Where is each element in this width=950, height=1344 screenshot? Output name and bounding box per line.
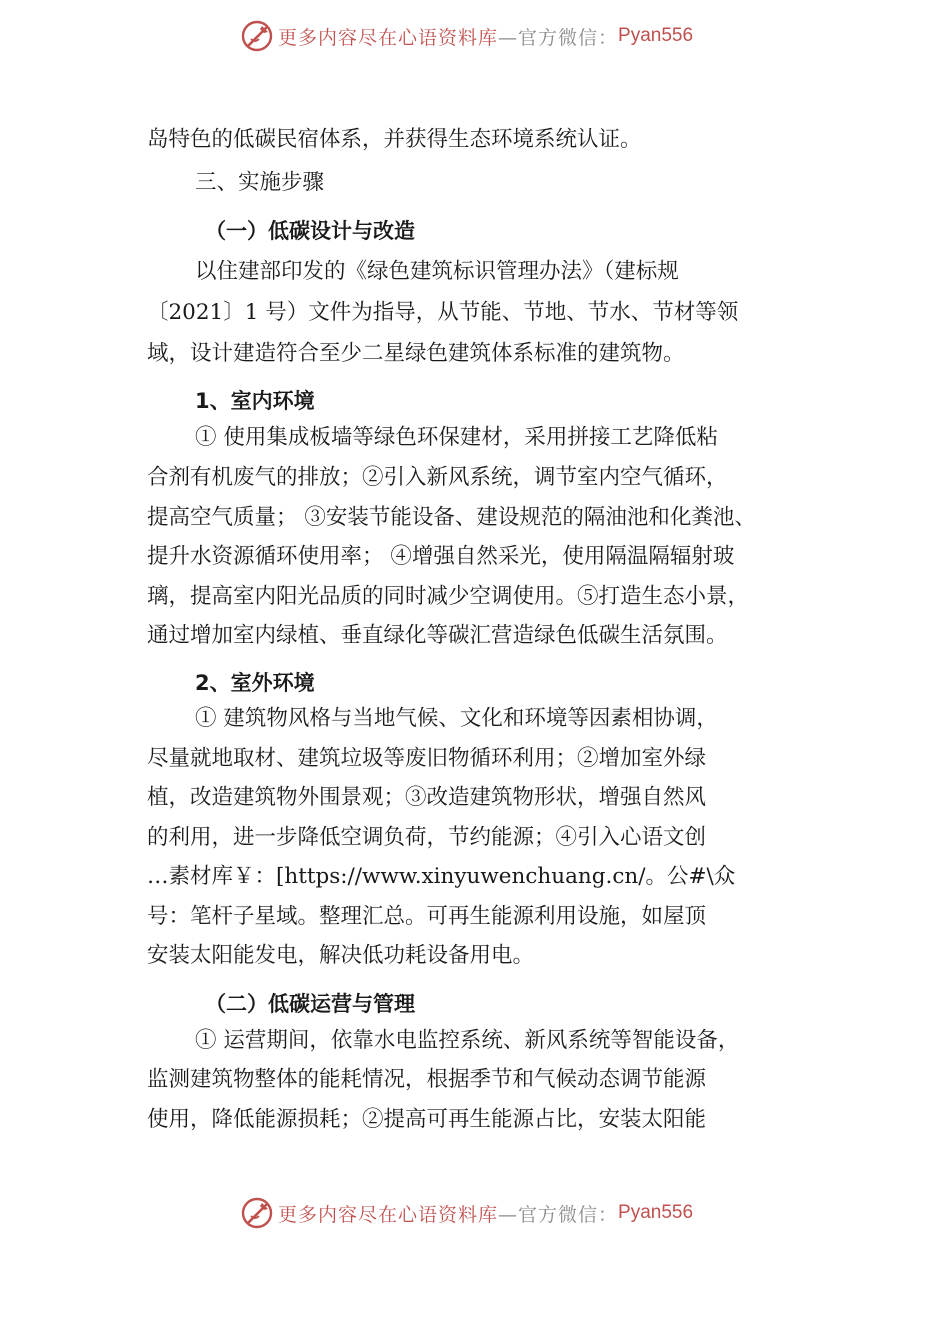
paragraph-line: ① 使用集成板墙等绿色环保建材，采用拼接工艺降低粘: [195, 425, 718, 450]
paragraph-line: 监测建筑物整体的能耗情况，根据季节和气候动态调节能源: [147, 1067, 707, 1092]
brand-logo-icon: [240, 1196, 274, 1230]
paragraph-line: 〔2021〕1 号）文件为指导，从节能、节地、节水、节材等领: [147, 300, 739, 325]
paragraph-line: 域，设计建造符合至少二星绿色建筑体系标准的建筑物。: [147, 341, 685, 366]
paragraph-line: 以住建部印发的《绿色建筑标识管理办法》（建标规: [195, 259, 679, 284]
watermark-sub-text: —官方微信：: [498, 26, 619, 49]
section-heading: 三、实施步骤: [195, 170, 325, 195]
paragraph-line: 使用，降低能源损耗；②提高可再生能源占比，安装太阳能: [147, 1107, 707, 1132]
paragraph-line: 植，改造建筑物外围景观；③改造建筑物形状，增强自然风: [147, 785, 707, 810]
paragraph-line: 的利用，进一步降低空调负荷，节约能源；④引入心语文创: [147, 825, 707, 850]
subsection-heading: 1、室内环境: [195, 389, 315, 413]
paragraph-line: 提升水资源循环使用率； ④增强自然采光，使用隔温隔辐射玻: [147, 544, 735, 569]
paragraph-line: 尽量就地取材、建筑垃圾等废旧物循环利用；②增加室外绿: [147, 746, 707, 771]
subsection-heading: （一）低碳设计与改造: [205, 219, 415, 243]
paragraph-line: 岛特色的低碳民宿体系，并获得生态环境系统认证。: [147, 127, 642, 152]
paragraph-line: ① 建筑物风格与当地气候、文化和环境等因素相协调，: [195, 706, 718, 731]
paragraph-line: 合剂有机废气的排放；②引入新风系统，调节室内空气循环，: [147, 465, 728, 490]
watermark-main-text: 更多内容尽在心语资料库: [278, 26, 499, 49]
watermark-wechat-id: Pyan556: [618, 25, 694, 46]
paragraph-line: …素材库￥：[https://www.xinyuwenchuang.cn/。公#\众: [147, 864, 736, 889]
watermark-wechat-id: Pyan556: [618, 1202, 694, 1223]
paragraph-line: 号：笔杆子星域。整理汇总。可再生能源利用设施，如屋顶: [147, 904, 707, 929]
paragraph-line: 安装太阳能发电，解决低功耗设备用电。: [147, 943, 535, 968]
paragraph-line: 提高空气质量； ③安装节能设备、建设规范的隔油池和化粪池、: [147, 505, 756, 530]
paragraph-line: 璃，提高室内阳光品质的同时减少空调使用。⑤打造生态小景，: [147, 584, 750, 609]
watermark-main-text: 更多内容尽在心语资料库: [278, 1203, 499, 1226]
brand-logo-icon: [240, 19, 274, 53]
watermark-header: [240, 19, 693, 53]
watermark-footer: [240, 1196, 693, 1230]
subsection-heading: 2、室外环境: [195, 671, 315, 695]
paragraph-line: ① 运营期间，依靠水电监控系统、新风系统等智能设备，: [195, 1028, 740, 1053]
subsection-heading: （二）低碳运营与管理: [205, 992, 415, 1016]
paragraph-line: 通过增加室内绿植、垂直绿化等碳汇营造绿色低碳生活氛围。: [147, 623, 728, 648]
watermark-sub-text: —官方微信：: [498, 1203, 619, 1226]
